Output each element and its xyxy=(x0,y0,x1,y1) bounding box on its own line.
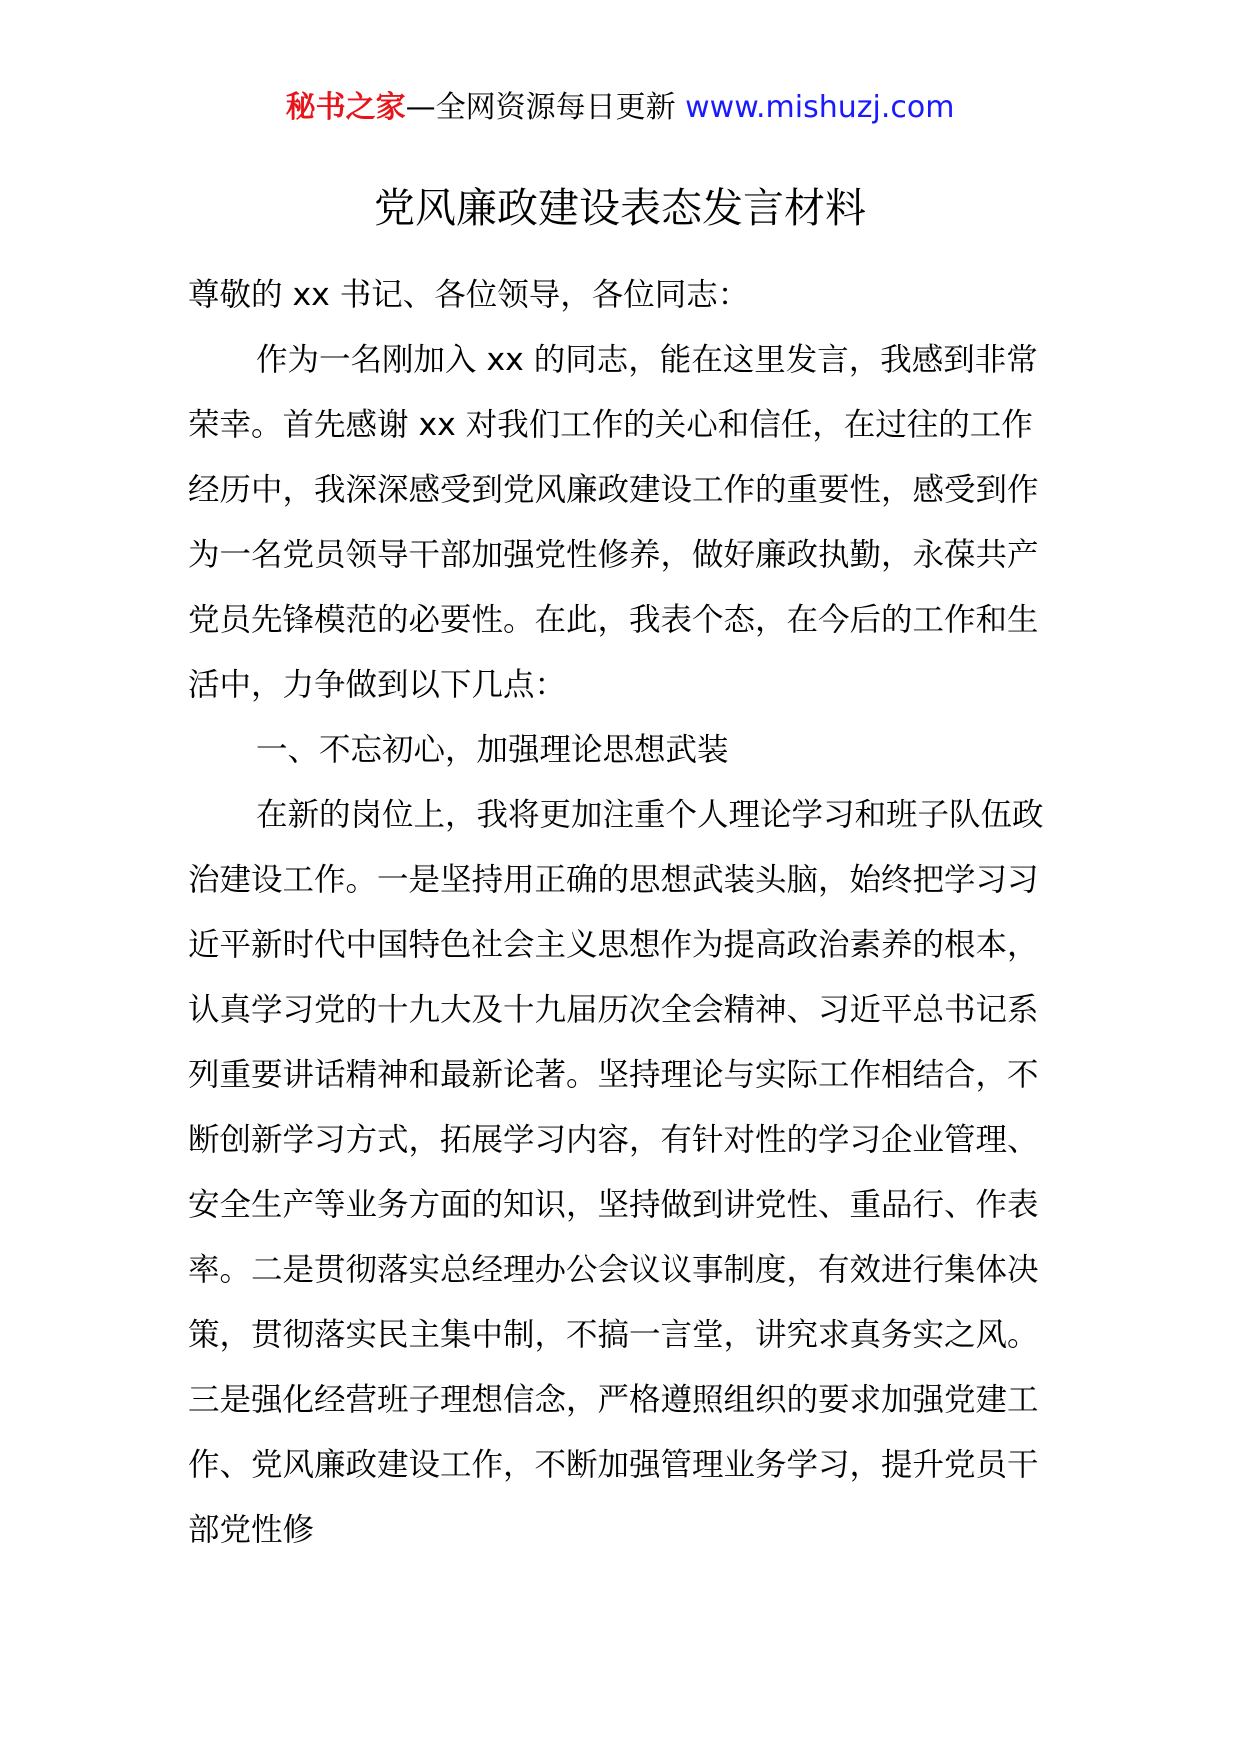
document-body xyxy=(188,263,1058,1563)
header-slogan: —全网资源每日更新 xyxy=(405,90,686,125)
page-header xyxy=(0,88,1240,128)
brand-name: 秘书之家 xyxy=(285,90,406,125)
paragraph-section-1: 在新的岗位上，我将更加注重个人理论学习和班子队伍政治建设工作。一是坚持用正确的思想武装头脑，始终把学习习近平新时代中国特色社会主义思想作为提高政治素养的根本，认真学习党的十九大及十九届历次全会精神、习近平总书记系列重要讲话精神和最新论著。坚持理论与实际工作相结合，不断创新学习方式，拓展学习内容，有针对性的学习企业管理、安全生产等业务方面的知识，坚持做到讲党性、重品行、作表率。二是贯彻落实总经理办公会议议事制度，有效进行集体决策，贯彻落实民主集中制，不搞一言堂，讲究求真务实之风。三是强化经营班子理想信念，严格遵照组织的要求加强党建工作、党风廉政建设工作，不断加强管理业务学习，提升党员干部党性修 xyxy=(188,797,1044,1548)
site-url-link[interactable]: www.mishuzj.com xyxy=(685,90,955,125)
section-heading-1: 一、不忘初心，加强理论思想武装 xyxy=(256,732,729,768)
salutation: 尊敬的 xx 书记、各位领导，各位同志： xyxy=(188,277,750,313)
paragraph-intro: 作为一名刚加入 xx 的同志，能在这里发言，我感到非常荣幸。首先感谢 xx 对我们工作的关心和信任，在过往的工作经历中，我深深感受到党风廉政建设工作的重要性，感受到作为一名党员领导干部加强党性修养，做好廉政执勤，永葆共产党员先锋模范的必要性。在此，我表个态，在今后的工作和生活中，力争做到以下几点： xyxy=(188,342,1039,703)
document-title: 党风廉政建设表态发言材料 xyxy=(374,184,866,232)
